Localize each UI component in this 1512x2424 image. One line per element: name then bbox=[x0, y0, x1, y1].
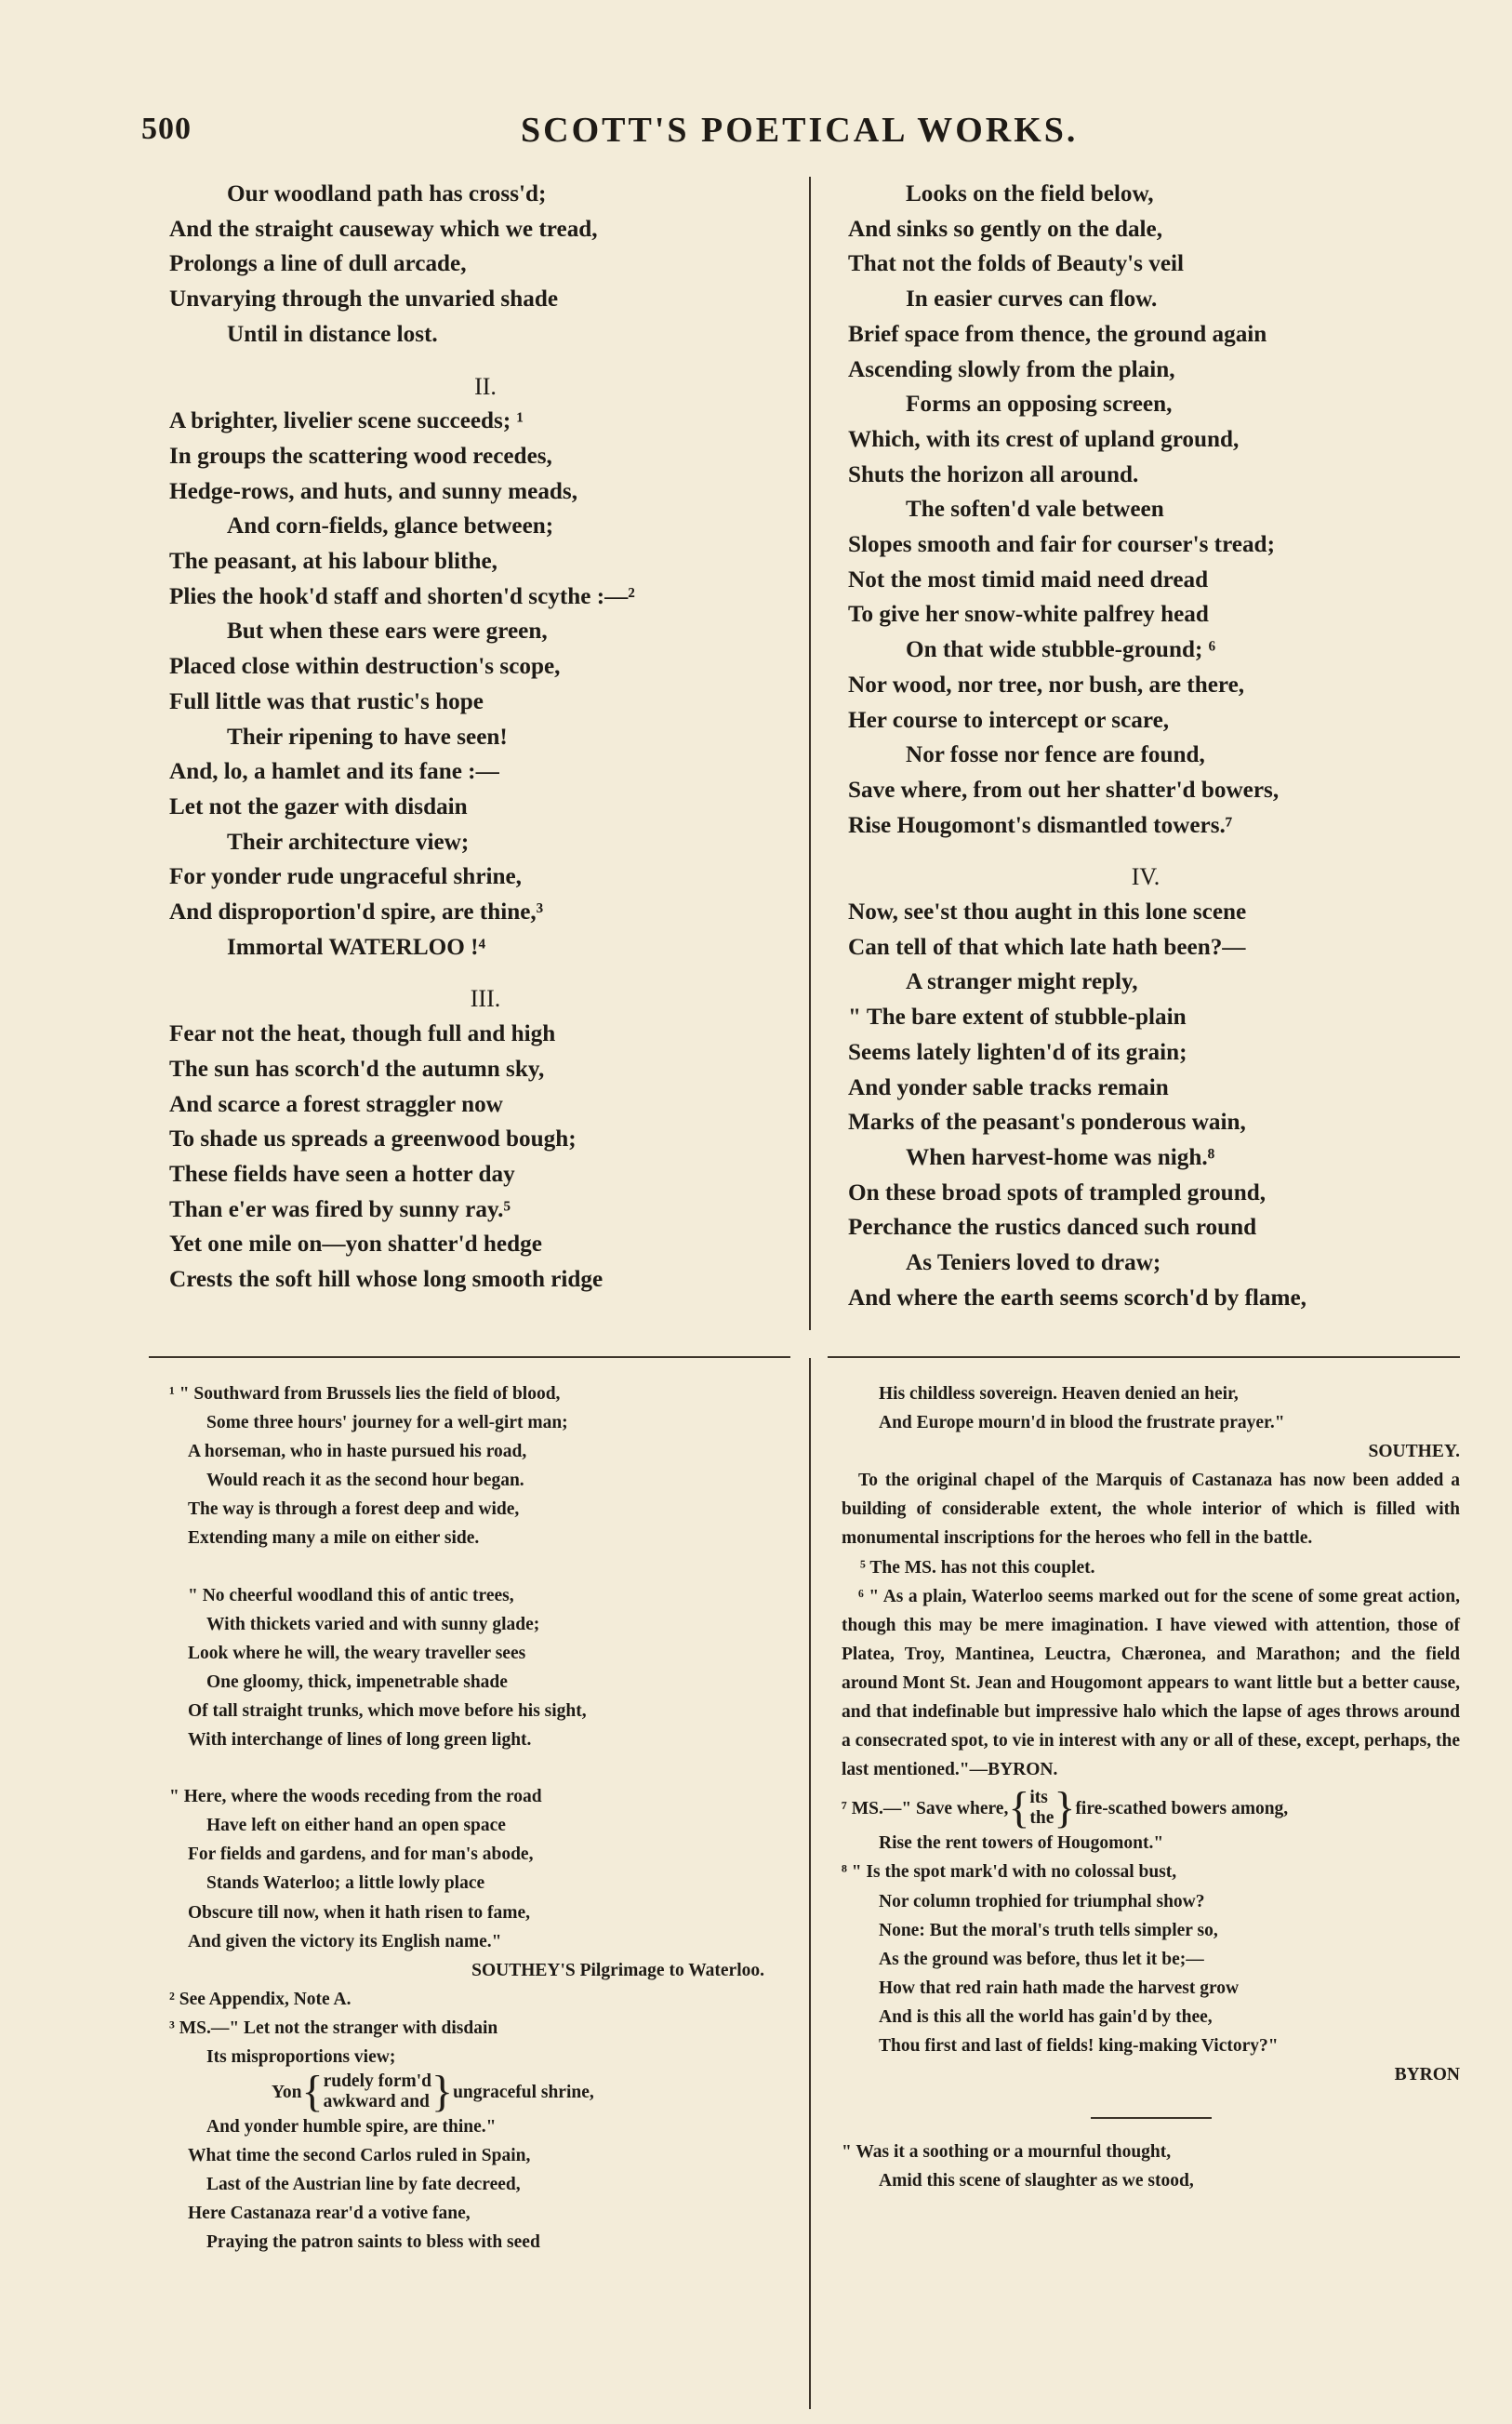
poem-line: Let not the gazer with disdain bbox=[169, 793, 468, 819]
footnotes-right-mid bbox=[842, 1553, 1460, 1582]
footnote-line: " Here, where the woods receding from the road bbox=[169, 1787, 542, 1807]
poem-line: Nor fosse nor fence are found, bbox=[906, 742, 1205, 768]
footnotes-right-list bbox=[842, 1379, 1460, 1466]
poem-line: In groups the scattering wood recedes, bbox=[169, 443, 552, 469]
poem-line: Slopes smooth and fair for courser's tread; bbox=[848, 532, 1275, 558]
footnotes-left-list bbox=[169, 1379, 764, 2071]
brace-option-lower: the bbox=[1029, 1808, 1054, 1829]
footnote-line: Rise the rent towers of Hougomont." bbox=[879, 1833, 1164, 1854]
poem-line: Prolongs a line of dull arcade, bbox=[169, 251, 467, 277]
poem-line: Save where, from out her shatter'd bowers, bbox=[848, 777, 1280, 803]
poem-line: Seems lately lighten'd of its grain; bbox=[848, 1039, 1187, 1065]
poem-line: Which, with its crest of upland ground, bbox=[848, 426, 1240, 452]
poem-line: On these broad spots of trampled ground, bbox=[848, 1179, 1267, 1205]
poem-line: Until in distance lost. bbox=[227, 321, 438, 347]
poem-line: The soften'd vale between bbox=[906, 497, 1164, 523]
footnote-paragraph-chapel: To the original chapel of the Marquis of Castanaza has now been added a building of considerable extent, the whole interior of which is filled with monumental inscriptions for the heroes who fell in the battle. bbox=[842, 1471, 1460, 1549]
poem-line: When harvest-home was nigh.⁸ bbox=[906, 1144, 1215, 1170]
poem-line: Plies the hook'd staff and shorten'd scythe :—² bbox=[169, 583, 635, 609]
short-rule bbox=[1091, 2117, 1212, 2119]
poem-line: And the straight causeway which we tread, bbox=[169, 216, 598, 242]
footnote-line: And given the victory its English name." bbox=[188, 1931, 502, 1951]
footnote-line: Thou first and last of fields! king-making Victory?" bbox=[879, 2035, 1279, 2056]
poem-line: Brief space from thence, the ground again bbox=[848, 321, 1267, 347]
footnote-line: ⁵ The MS. has not this couplet. bbox=[860, 1557, 1095, 1578]
poem-line: Marks of the peasant's ponderous wain, bbox=[848, 1110, 1246, 1136]
poem-line: Fear not the heat, though full and high bbox=[169, 1021, 556, 1047]
footnote-line: Its misproportions view; bbox=[206, 2046, 396, 2067]
poem-line: As Teniers loved to draw; bbox=[906, 1250, 1161, 1276]
brace-suffix: ungraceful shrine, bbox=[453, 2082, 594, 2102]
footnote-line: Some three hours' journey for a well-girt man; bbox=[206, 1413, 568, 1433]
poem-line: And sinks so gently on the dale, bbox=[848, 216, 1163, 242]
poem-line: Not the most timid maid need dread bbox=[848, 566, 1209, 593]
brace-open: { bbox=[301, 2067, 324, 2117]
poem-line: Unvarying through the unvaried shade bbox=[169, 286, 559, 313]
poem-line: Looks on the field below, bbox=[906, 181, 1154, 206]
footnote-line: ² See Appendix, Note A. bbox=[169, 1989, 351, 2009]
poem-right-column bbox=[848, 177, 1443, 1316]
brace-option-upper: rudely form'd bbox=[323, 2071, 432, 2092]
poem-line: The peasant, at his labour blithe, bbox=[169, 549, 497, 575]
poem-line: Her course to intercept or scare, bbox=[848, 707, 1170, 733]
footnote-line: SOUTHEY. bbox=[1368, 1442, 1460, 1462]
footnote-line: Stands Waterloo; a little lowly place bbox=[206, 1873, 485, 1894]
poem-line: Perchance the rustics danced such round bbox=[848, 1215, 1257, 1241]
poem-line: Nor wood, nor tree, nor bush, are there, bbox=[848, 672, 1245, 698]
poem-line: Ascending slowly from the plain, bbox=[848, 356, 1175, 382]
footnotes-right-column bbox=[842, 1379, 1460, 2195]
footnote-line: Obscure till now, when it hath risen to fame, bbox=[188, 1902, 530, 1923]
footnote-line: And is this all the world has gain'd by thee, bbox=[879, 2006, 1213, 2027]
brace-options bbox=[1029, 1788, 1054, 1829]
poem-line: But when these ears were green, bbox=[227, 619, 548, 645]
variant-brace-left bbox=[169, 2067, 764, 2117]
brace-suffix: fire-scathed bowers among, bbox=[1075, 1798, 1289, 1818]
poem-line: And corn-fields, glance between; bbox=[227, 513, 554, 539]
footnote-line: What time the second Carlos ruled in Spain, bbox=[188, 2146, 531, 2166]
poem-line: And, lo, a hamlet and its fane :— bbox=[169, 759, 499, 785]
brace-options bbox=[324, 2071, 431, 2112]
footnote-line: None: But the moral's truth tells simpler so, bbox=[879, 1920, 1218, 1940]
poem-line: Crests the soft hill whose long smooth ridge bbox=[169, 1267, 603, 1293]
footnote-line: Praying the patron saints to bless with seed bbox=[206, 2232, 540, 2253]
footnote-line: With interchange of lines of long green light. bbox=[188, 1730, 532, 1751]
footnote-line: " No cheerful woodland this of antic trees, bbox=[188, 1585, 514, 1605]
footnotes-right-tail bbox=[842, 1829, 1460, 2089]
stanza-heading: II. bbox=[474, 372, 497, 400]
poem-line: And scarce a forest straggler now bbox=[169, 1091, 503, 1117]
poem-line: A stranger might reply, bbox=[906, 969, 1138, 995]
footnote-line: Amid this scene of slaughter as we stood, bbox=[879, 2171, 1194, 2191]
poem-line: Hedge-rows, and huts, and sunny meads, bbox=[169, 478, 578, 504]
footnote-line: ³ MS.—" Let not the stranger with disdain bbox=[169, 2018, 498, 2038]
brace-prefix: Yon bbox=[272, 2082, 302, 2102]
poem-line: Can tell of that which late hath been?— bbox=[848, 934, 1246, 960]
poem-line: Forms an opposing screen, bbox=[906, 392, 1173, 418]
footnote-line: Have left on either hand an open space bbox=[206, 1816, 506, 1836]
column-rule-top bbox=[809, 177, 811, 1330]
poem-left-column bbox=[169, 177, 802, 1298]
stanza-heading: IV. bbox=[1131, 863, 1161, 891]
page-number: 500 bbox=[141, 112, 192, 146]
variant-brace-right bbox=[842, 1783, 1460, 1833]
poem-line: For yonder rude ungraceful shrine, bbox=[169, 864, 522, 890]
footnotes-left-column bbox=[169, 1379, 764, 2258]
poem-line: To give her snow-white palfrey head bbox=[848, 602, 1209, 628]
footnote-line: With thickets varied and with sunny glade; bbox=[206, 1614, 540, 1634]
brace-open: { bbox=[1008, 1783, 1030, 1833]
footnote-line: Last of the Austrian line by fate decreed, bbox=[206, 2175, 521, 2195]
poem-line: Their ripening to have seen! bbox=[227, 724, 508, 750]
brace-prefix: ⁷ MS.—" Save where, bbox=[842, 1798, 1009, 1818]
poem-line: Than e'er was fired by sunny ray.⁵ bbox=[169, 1196, 511, 1222]
footnote-line: For fields and gardens, and for man's abode, bbox=[188, 1845, 534, 1865]
footnote-line: Nor column trophied for triumphal show? bbox=[879, 1891, 1205, 1911]
brace-option-lower: awkward and bbox=[323, 2092, 430, 2112]
poem-line: And yonder sable tracks remain bbox=[848, 1074, 1169, 1100]
poem-line: Rise Hougomont's dismantled towers.⁷ bbox=[848, 812, 1233, 838]
poem-line: These fields have seen a hotter day bbox=[169, 1161, 515, 1187]
poem-line: The sun has scorch'd the autumn sky, bbox=[169, 1056, 545, 1082]
footnote-line: His childless sovereign. Heaven denied an heir, bbox=[879, 1384, 1239, 1404]
footnote-line: How that red rain hath made the harvest grow bbox=[879, 1978, 1240, 1998]
poem-line: Yet one mile on—yon shatter'd hedge bbox=[169, 1232, 542, 1258]
poem-line: " The bare extent of stubble-plain bbox=[848, 1005, 1187, 1031]
footnote-line: Here Castanaza rear'd a votive fane, bbox=[188, 2204, 471, 2224]
poem-line: Now, see'st thou aught in this lone scene bbox=[848, 899, 1247, 926]
poem-line: Our woodland path has cross'd; bbox=[227, 181, 547, 206]
stanza-heading: III. bbox=[470, 985, 501, 1013]
footnote-line: ⁸ " Is the spot mark'd with no colossal bust, bbox=[842, 1862, 1177, 1883]
footnote-line: One gloomy, thick, impenetrable shade bbox=[206, 1671, 508, 1692]
poem-line: Their architecture view; bbox=[227, 829, 470, 855]
brace-close: } bbox=[431, 2067, 454, 2117]
footnote-rule-right bbox=[828, 1356, 1460, 1358]
footnote-line: A horseman, who in haste pursued his road, bbox=[188, 1442, 527, 1462]
footnote-rule-left bbox=[149, 1356, 790, 1358]
column-rule-bottom bbox=[809, 1358, 811, 2409]
poem-line: In easier curves can flow. bbox=[906, 286, 1158, 313]
poem-line: Shuts the horizon all around. bbox=[848, 461, 1139, 487]
footnote-line: Would reach it as the second hour began. bbox=[206, 1471, 524, 1491]
footnote-line: ¹ " Southward from Brussels lies the field of blood, bbox=[169, 1384, 561, 1404]
running-head: SCOTT'S POETICAL WORKS. bbox=[521, 111, 1079, 150]
poem-line: And disproportion'd spire, are thine,³ bbox=[169, 899, 544, 926]
footnote-line: As the ground was before, thus let it be;— bbox=[879, 1949, 1204, 1969]
footnote-line: Extending many a mile on either side. bbox=[188, 1528, 480, 1549]
footnote-line: Look where he will, the weary traveller sees bbox=[188, 1643, 526, 1663]
poem-line: Full little was that rustic's hope bbox=[169, 688, 484, 714]
footnote-line: And yonder humble spire, are thine." bbox=[206, 2117, 497, 2138]
footnote-line: BYRON bbox=[1394, 2065, 1460, 2085]
footnote-line: " Was it a soothing or a mournful thought, bbox=[842, 2142, 1172, 2163]
footnote-paragraph-byron: ⁶ " As a plain, Waterloo seems marked out for the scene of some great action, though this may be mere imagination. I have viewed with attention, those of Platea, Troy, Mantinea, Leuctra, Chæronea, and Marathon; and the field around Mont St. Jean and Hougomont appears to want little but a better cause, and that indefinable but impressive halo which the lapse of ages throws around a consecrated spot, to vie in interest with any or all of these, except, perhaps, the last mentioned."—BYRON. bbox=[842, 1586, 1460, 1780]
poem-line: Immortal WATERLOO !⁴ bbox=[227, 934, 486, 960]
brace-close: } bbox=[1054, 1783, 1076, 1833]
footnote-line: SOUTHEY'S Pilgrimage to Waterloo. bbox=[471, 1960, 764, 1980]
brace-option-upper: its bbox=[1029, 1788, 1048, 1808]
poem-line: A brighter, livelier scene succeeds; ¹ bbox=[169, 408, 524, 434]
poem-line: To shade us spreads a greenwood bough; bbox=[169, 1126, 577, 1152]
footnotes-left-tail bbox=[169, 2112, 764, 2257]
footnotes-right-final bbox=[842, 2138, 1460, 2195]
footnote-line: And Europe mourn'd in blood the frustrate prayer." bbox=[879, 1413, 1285, 1433]
poem-line: That not the folds of Beauty's veil bbox=[848, 251, 1185, 277]
poem-line: Placed close within destruction's scope, bbox=[169, 654, 561, 680]
poem-line: And where the earth seems scorch'd by flame, bbox=[848, 1285, 1306, 1311]
footnote-line: The way is through a forest deep and wide, bbox=[188, 1499, 520, 1520]
footnote-line: Of tall straight trunks, which move before his sight, bbox=[188, 1700, 587, 1721]
poem-line: On that wide stubble-ground; ⁶ bbox=[906, 637, 1216, 663]
